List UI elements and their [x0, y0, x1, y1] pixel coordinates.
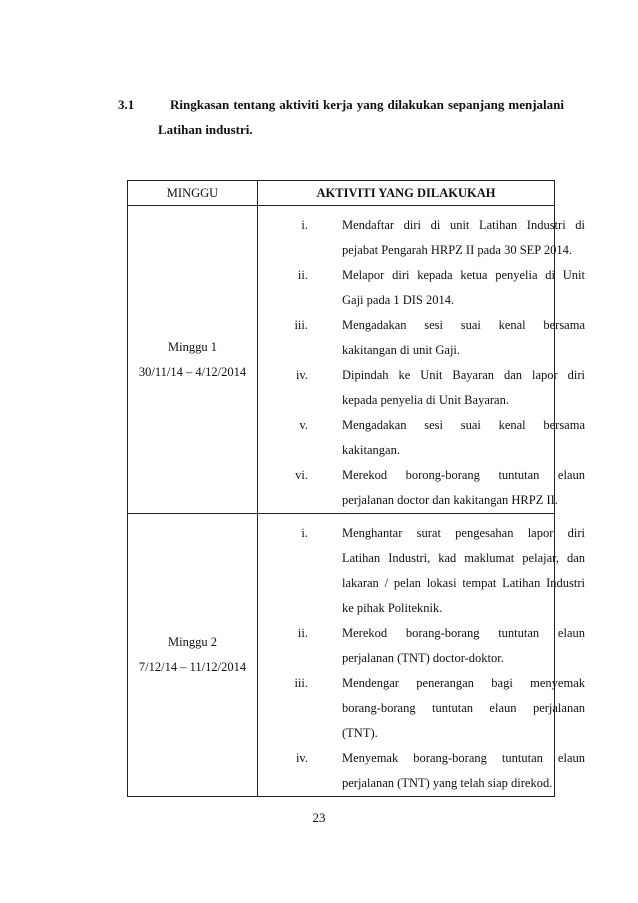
table-row — [128, 206, 555, 514]
section-title-line-1: Ringkasan tentang aktiviti kerja yang dilakukan sepanjang menjalani — [170, 97, 564, 112]
item-number: iv. — [295, 751, 308, 765]
list-item — [258, 213, 585, 263]
item-text: Mengadakan sesi suai kenal bersama — [342, 318, 585, 332]
item-number: iii. — [294, 318, 308, 332]
item-text: Mendaftar diri di unit Latihan Industri di — [342, 218, 585, 232]
list-item — [258, 521, 585, 621]
item-text: Mengadakan sesi suai kenal bersama — [342, 418, 585, 432]
item-text: Menyemak borang-borang tuntutan elaun — [342, 751, 585, 765]
item-text: kakitangan. — [342, 443, 400, 457]
item-text: Dipindah ke Unit Bayaran dan lapor diri — [342, 368, 585, 382]
item-text: (TNT). — [342, 726, 378, 740]
item-number: v. — [299, 418, 308, 432]
list-item — [258, 363, 585, 413]
item-text: pejabat Pengarah HRPZ II pada 30 SEP 2014. — [342, 243, 573, 257]
item-text: perjalanan doctor dan kakitangan HRPZ II. — [342, 493, 558, 507]
week-dates: 7/12/14 – 11/12/2014 — [138, 660, 247, 674]
list-item — [258, 413, 585, 463]
list-item — [258, 746, 585, 796]
header-aktiviti: AKTIVITI YANG DILAKUKAH — [258, 181, 555, 206]
item-number: i. — [301, 526, 308, 540]
item-number: vi. — [295, 468, 308, 482]
item-text: perjalanan (TNT) yang telah siap direkod. — [342, 776, 553, 790]
item-text: Menghantar surat pengesahan lapor diri — [342, 526, 585, 540]
list-item — [258, 313, 585, 363]
item-text: Gaji pada 1 DIS 2014. — [342, 293, 455, 307]
item-number: i. — [301, 218, 308, 232]
item-text: borang-borang tuntutan elaun perjalanan — [342, 701, 585, 715]
week-dates: 30/11/14 – 4/12/2014 — [138, 364, 247, 379]
item-text: kepada penyelia di Unit Bayaran. — [342, 393, 509, 407]
item-number: ii. — [297, 268, 308, 282]
week-cell — [128, 514, 258, 797]
activity-cell — [258, 206, 585, 514]
item-number: ii. — [297, 626, 308, 640]
section-number: 3.1 — [118, 97, 135, 112]
activity-cell — [258, 514, 585, 797]
list-item — [258, 463, 585, 513]
item-number: iii. — [294, 676, 308, 690]
week-cell — [128, 206, 258, 514]
list-item — [258, 621, 585, 671]
section-title-line-2: Latihan industri. — [158, 122, 253, 137]
item-text: Latihan Industri, kad maklumat pelajar, dan — [342, 551, 585, 565]
week-label: Minggu 2 — [168, 635, 217, 649]
item-text: Melapor diri kepada ketua penyelia di Unit — [342, 268, 585, 282]
activity-table — [127, 180, 585, 797]
item-text: ke pihak Politeknik. — [342, 601, 443, 615]
header-minggu: MINGGU — [128, 181, 258, 206]
item-text: Merekod borang-borang tuntutan elaun — [342, 626, 585, 640]
list-item — [258, 671, 585, 746]
page-number: 23 — [312, 810, 326, 825]
item-text: Merekod borong-borang tuntutan elaun — [342, 468, 585, 482]
week-label: Minggu 1 — [168, 339, 217, 354]
item-text: kakitangan di unit Gaji. — [342, 343, 461, 357]
table-header-row — [128, 181, 555, 206]
table-row — [128, 514, 555, 797]
item-text: lakaran / pelan lokasi tempat Latihan Industri — [342, 576, 585, 590]
item-number: iv. — [295, 368, 308, 382]
item-text: Mendengar penerangan bagi menyemak — [342, 676, 585, 690]
item-text: perjalanan (TNT) doctor-doktor. — [342, 651, 504, 665]
list-item — [258, 263, 585, 313]
